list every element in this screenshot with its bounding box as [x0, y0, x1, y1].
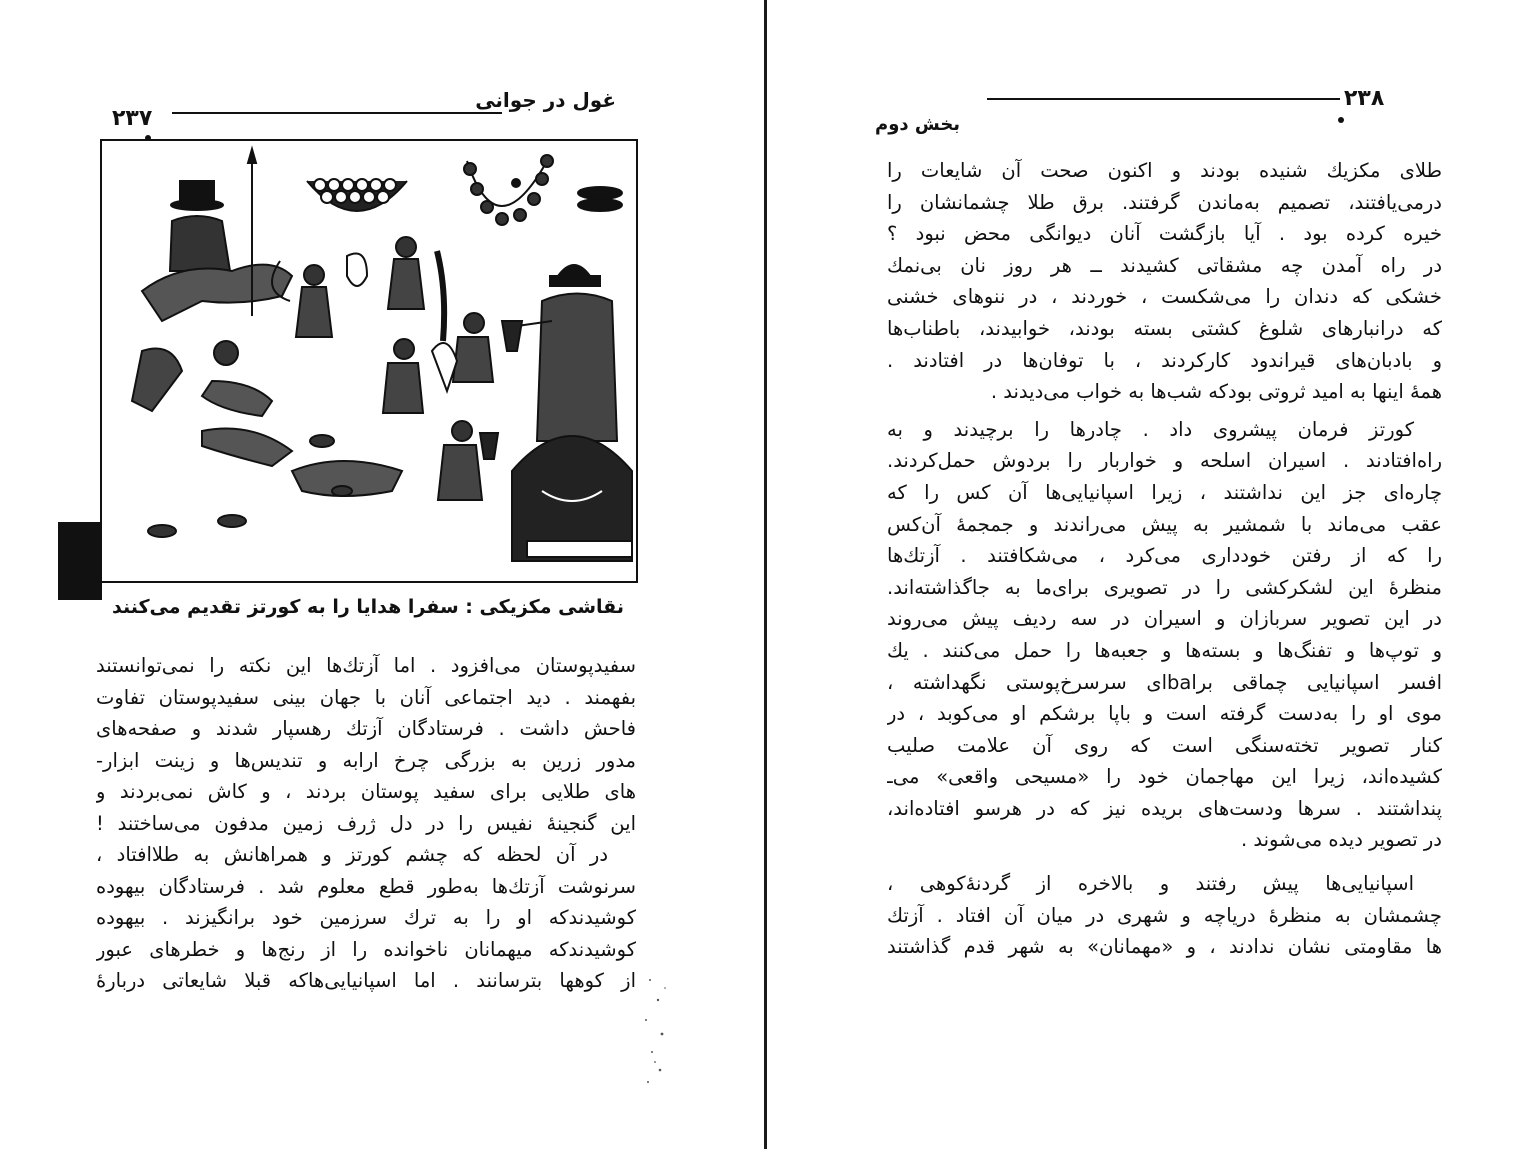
- paragraph-2: [887, 414, 1442, 856]
- text-line: را که از رفتن خودداری می‌کرد ، می‌شکافتند . آزتك‌ها: [887, 544, 1442, 568]
- left-page-number: ۲۳۷: [112, 106, 153, 131]
- text-line: کشیده‌اند، زیرا این مهاجمان خود را «مسیحی واقعی» می‌ـ: [887, 765, 1442, 789]
- left-page: [0, 0, 764, 1149]
- text-line: چشمشان به منظرهٔ دریاچه و شهری در میان آن افتاد . آزتك: [887, 903, 1442, 927]
- text-line: خشکی که دندان را می‌شکست ، خوردند ، در ننوهای خشنی: [887, 285, 1442, 309]
- text-line: درمی‌یافتند، تصمیم به‌ماندن گرفتند. برق طلا چشمانشان را: [887, 190, 1442, 214]
- right-header-rule: [987, 98, 1340, 100]
- text-line: کوشیدندکه میهمانان ناخوانده را از رنج‌ها و خطرهای عبور: [96, 937, 636, 961]
- text-line: موی او را به‌دست گرفته است و باپا برشکم او می‌کوبد ، در: [887, 702, 1442, 726]
- text-line: سفیدپوستان می‌افزود . اما آزتك‌ها این نکته را نمی‌توانستند: [96, 654, 636, 677]
- text-line: در آن لحظه که چشم کورتز و همراهانش به طلاافتاد ،: [96, 843, 608, 866]
- text-line: پنداشتند . سرها ودست‌های بریده نیز که در هرسو افتاده‌اند،: [887, 796, 1442, 820]
- left-running-title: غول در جوانی: [475, 88, 616, 112]
- text-line: از کوهها بترسانند . اما اسپانیایی‌هاکه قبلا شایعاتی دربارهٔ: [96, 969, 636, 992]
- text-line: فاحش داشت . فرستادگان آزتك رهسپار شدند و صفحه‌های: [96, 717, 636, 740]
- text-line: کنار تصویر تخته‌سنگی است که روی آن علامت صلیب: [887, 733, 1442, 757]
- text-line: و بادبان‌های قیراندود کارکردند ، با توفان‌ها در افتادند .: [887, 348, 1442, 372]
- right-page: [767, 0, 1532, 1149]
- text-line: در تصویر دیده می‌شوند .: [1240, 828, 1442, 852]
- mexican-codex-drawing-icon: [102, 141, 636, 581]
- scan-dark-tab: [58, 522, 102, 600]
- paragraph-1: [887, 155, 1442, 408]
- text-line: کورتز فرمان پیشروی داد . چادرها را برچیدند و به: [887, 417, 1414, 441]
- text-line: اسپانیایی‌ها پیش رفتند و بالاخره از گردنهٔ‌کوهی ،: [887, 872, 1414, 896]
- text-line: راه‌افتادند . اسیران اسلحه و خواربار را بردوش حمل‌کردند.: [887, 449, 1442, 473]
- text-line: افسر اسپانیایی چماقی برbalای سرسرخ‌پوستی نگهداشته ،: [887, 670, 1442, 694]
- codex-illustration: [100, 139, 638, 583]
- text-line: چاره‌ای جز این نداشتند ، زیرا اسپانیایی‌ها آن کس را که: [887, 480, 1442, 504]
- text-line: منظرهٔ این لشکرکشی را در تصویری برای‌ما به جاگذاشته‌اند.: [887, 575, 1442, 599]
- text-line: بفهمند . دید اجتماعی آنان با جهان بینی سفیدپوستان تفاوت: [96, 685, 636, 709]
- text-line: ها مقاومتی نشان ندادند ، و «مهمانان» به شهر قدم گذاشتند: [887, 935, 1442, 959]
- text-line: های طلایی برای سفید پوستان بردند ، و کاش نمی‌بردند و: [96, 780, 636, 803]
- text-line: همهٔ اینها به امید ثروتی بودکه شب‌ها به خواب می‌دیدند .: [990, 380, 1442, 404]
- text-line: سرنوشت آزتك‌ها به‌طور قطع معلوم شد . فرستادگان بیهوده: [96, 874, 636, 898]
- right-page-dot: [1338, 117, 1344, 123]
- text-line: کوشیدندکه او را به ترك سرزمین خود برانگیزند . بیهوده: [96, 906, 636, 929]
- text-line: عقب می‌ماند با شمشیر به پیش می‌راندند و جمجمهٔ آن‌کس: [887, 512, 1442, 536]
- illustration-caption: نقاشی مکزیکی : سفرا هدایا را به کورتز تقدیم می‌کنند: [112, 596, 624, 618]
- left-header-rule: [172, 112, 502, 114]
- text-line: خیره کرده بود . آیا بازگشت آنان دیوانگی محض نبود ؟: [887, 222, 1442, 246]
- text-line: طلای مکزیك شنیده بودند و اکنون صحت آن شایعات را: [887, 159, 1442, 182]
- text-line: در این تصویر سربازان و اسیران در سه ردیف پیش می‌روند: [887, 607, 1442, 631]
- paragraph-3: [887, 868, 1442, 963]
- right-running-title: بخش دوم: [875, 114, 961, 135]
- right-body-text: [887, 155, 1442, 963]
- left-body-text: [96, 650, 636, 997]
- text-line: که درانبارهای شلوغ کشتی بسته بودند، خوابیدند، باطناب‌ها: [887, 316, 1442, 340]
- text-line: این گنجینهٔ نفیس را در دل ژرف زمین مدفون می‌ساختند !: [96, 811, 636, 835]
- right-page-number: ۲۳۸: [1344, 86, 1385, 111]
- text-line: مدور زرین به بزرگی چرخ ارابه و تندیس‌ها و زینت ابزار-: [96, 748, 636, 772]
- scan-edge-noise: [640, 970, 670, 1090]
- text-line: و توپ‌ها و تفنگ‌ها و بسته‌ها و جعبه‌ها را حمل می‌کنند . یك: [887, 638, 1442, 662]
- text-line: در راه آمدن چه مشقاتی کشیدند ــ هر روز نان بی‌نمك: [887, 253, 1442, 277]
